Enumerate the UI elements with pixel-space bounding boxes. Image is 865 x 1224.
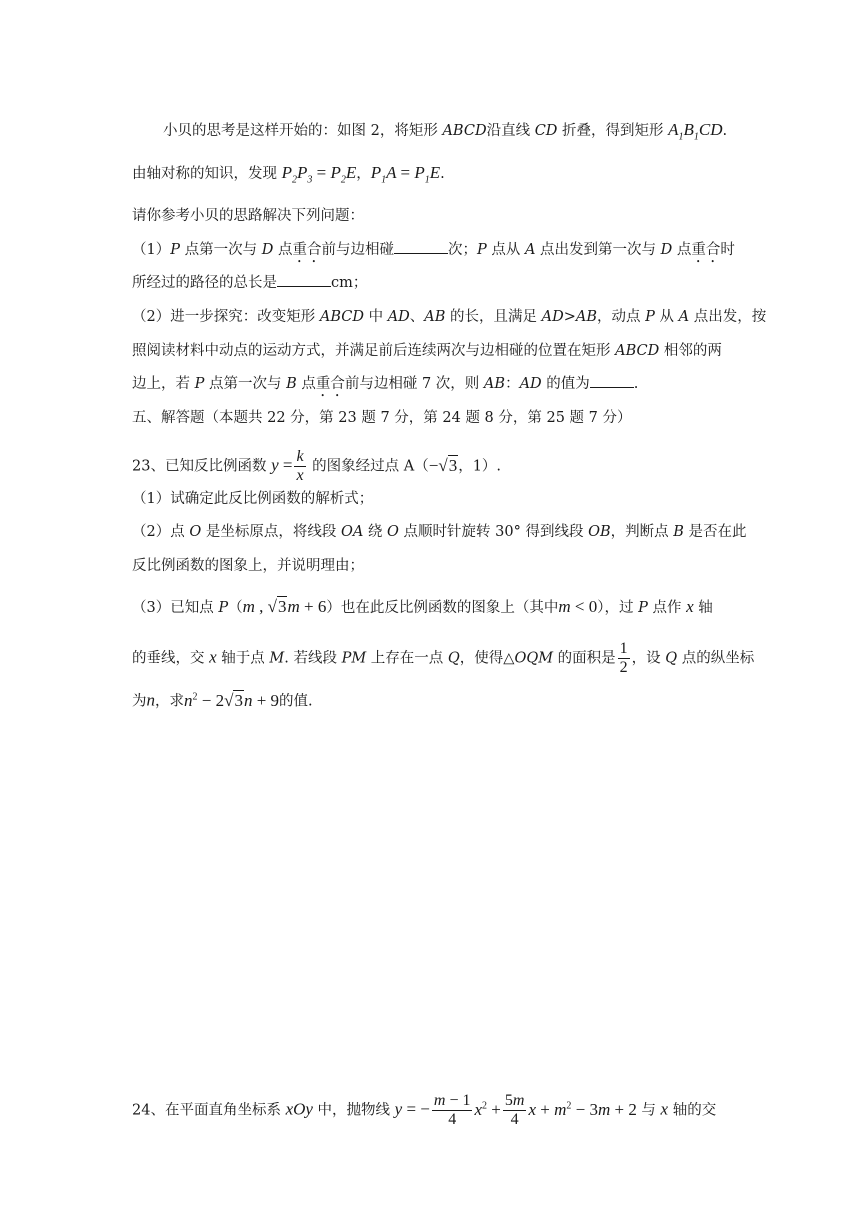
text: 边上，若 — [132, 376, 195, 392]
text: 是否在此 — [683, 524, 747, 540]
answer-blank — [394, 253, 448, 254]
text: B — [286, 376, 297, 392]
text: O — [387, 524, 399, 540]
text: 轴于点 — [216, 650, 270, 667]
fraction-5m-over-4: $\frac{5m}{4}$ — [504, 1092, 525, 1128]
text: （2）点 — [132, 524, 190, 540]
text: AB — [424, 309, 446, 325]
text: 点顺时针旋转 30° 得到线段 — [398, 524, 589, 540]
text: ， — [356, 166, 371, 182]
text: ABCD — [442, 123, 487, 139]
section-heading: 五、解答题（本题共 22 分，第 23 题 7 分，第 24 题 8 分，第 25 题 7 分） — [132, 410, 632, 426]
text: . — [440, 166, 445, 182]
text: ，求 — [155, 693, 184, 710]
question-23-part-1: （1）试确定此反比例函数的解析式； — [132, 491, 374, 507]
text: 从 — [654, 309, 679, 325]
math-m-lt-0: m < 0 — [558, 597, 598, 616]
question-23-part-3-line-2 — [132, 640, 754, 677]
math-parabola-rhs: $x + m^2 - 3m + 2$ — [528, 1099, 637, 1119]
text: 轴的交 — [668, 1102, 717, 1119]
text: 点 — [296, 376, 316, 392]
question-23 — [132, 448, 501, 485]
text: OB — [588, 524, 611, 540]
answer-blank — [277, 286, 331, 287]
math-p2p3: $P_2P_3 = P_2E$ — [281, 163, 357, 186]
text: Q — [447, 650, 460, 667]
text: cm； — [331, 275, 368, 291]
text: P — [170, 242, 180, 258]
text: 相邻的两 — [659, 343, 722, 359]
text: 折叠，得到矩形 — [557, 123, 669, 139]
text: 点 — [273, 242, 293, 258]
text: . — [633, 376, 639, 392]
text: 与 — [636, 1102, 661, 1119]
text: OQM — [514, 650, 554, 667]
text: 点 — [672, 242, 692, 258]
text: D — [261, 242, 274, 258]
text: 沿直线 — [486, 123, 535, 139]
math-neg-sqrt3: −√3 — [428, 455, 458, 475]
text: 24、在平面直角坐标系 — [132, 1102, 286, 1119]
text: ，1）. — [458, 458, 502, 475]
math-xoy: xOy — [285, 1099, 313, 1119]
fraction-k-over-x: $\frac{k}{x}$ — [296, 448, 304, 484]
text: 的长，且满足 — [445, 309, 542, 325]
text: 点出发，按 — [689, 309, 767, 325]
text: B — [673, 524, 684, 540]
text: ），过 — [597, 600, 639, 616]
text: PM — [341, 650, 367, 667]
math-x: x — [686, 597, 694, 616]
text: 前与边相碰 — [321, 242, 394, 258]
emphasis-text: 重合 — [315, 376, 345, 392]
text: 绕 — [363, 524, 388, 540]
paragraph-line-2 — [132, 163, 445, 190]
math-y-eq-k-over-x: y = — [271, 455, 293, 475]
question-2-line-2 — [132, 341, 722, 361]
text: P — [218, 600, 229, 616]
emphasis-text: 重合 — [691, 242, 721, 258]
text: CD — [534, 123, 558, 139]
text: 由轴对称的知识，发现 — [132, 166, 282, 182]
question-23-part-3-line-1 — [132, 597, 713, 618]
text: 点第一次与 — [204, 376, 287, 392]
text: 的垂线，交 — [132, 650, 210, 667]
text: P — [645, 309, 655, 325]
text: 所经过的路径的总长是 — [132, 275, 277, 291]
text: AD — [519, 376, 542, 392]
math-x2: $x^2$ + — [474, 1099, 501, 1119]
text: AD>AB — [541, 309, 598, 325]
math-p1a: $P_1A = P_1E$ — [370, 163, 441, 186]
question-23-part-2-line-1 — [132, 522, 746, 542]
text: 点出发到第一次与 — [535, 242, 661, 258]
text: 前与边相碰 7 次，则 — [344, 376, 484, 392]
math-parabola-lhs: y = − — [394, 1099, 430, 1119]
question-23-part-3-line-3 — [132, 687, 313, 712]
text: P — [476, 242, 487, 258]
text: 的值. — [279, 693, 313, 710]
text: （ — [228, 600, 243, 616]
paragraph-line-3: 请你参考小贝的思路解决下列问题： — [132, 208, 364, 224]
math-x: x — [660, 1099, 669, 1119]
text: ，动点 — [597, 309, 646, 325]
text: M — [269, 650, 285, 667]
paragraph-line-1 — [163, 120, 727, 147]
text: ABCD — [319, 309, 364, 325]
text: ，设 — [631, 650, 666, 667]
text: 次； — [447, 242, 477, 258]
emphasis-text: 重合 — [292, 242, 322, 258]
math-n: n — [146, 690, 155, 710]
text: 点从 — [486, 242, 525, 258]
text: . 若线段 — [284, 650, 342, 667]
text: A — [524, 242, 536, 258]
text: ）也在此反比例函数的图象上（其中 — [326, 600, 559, 616]
text: 的面积是 — [553, 650, 616, 667]
text: OA — [340, 524, 364, 540]
text: . — [722, 123, 728, 139]
text: 时 — [720, 242, 735, 258]
text: 中 — [363, 309, 388, 325]
answer-blank — [590, 387, 634, 388]
text: 、 — [409, 309, 425, 325]
text: 照阅读材料中动点的运动方式，并满足前后连续两次与边相碰的位置在矩形 — [132, 343, 616, 359]
text: Q — [665, 650, 678, 667]
question-1-line-2 — [132, 273, 367, 293]
fraction-one-half: $\frac{1}{2}$ — [619, 640, 628, 676]
question-2-line-3 — [132, 374, 638, 400]
text: 的值为 — [541, 376, 590, 392]
text: AD — [387, 309, 410, 325]
text: 小贝的思考是这样开始的：如图 2，将矩形 — [163, 123, 443, 139]
text: AB — [483, 376, 506, 392]
fraction-m-minus-1-over-4: $\frac{m - 1}{4}$ — [433, 1092, 471, 1128]
text: A — [678, 309, 690, 325]
math-point-p-coords: m , √3m + 6 — [242, 597, 327, 616]
text: P — [638, 600, 648, 616]
text: （1） — [132, 242, 171, 258]
text: 点作 — [647, 600, 687, 616]
text: ： — [505, 376, 520, 392]
math-expression-n: $n^2 - 2√3n + 9$ — [184, 690, 280, 710]
question-2-line-1 — [132, 307, 766, 327]
text: 23、已知反比例函数 — [132, 458, 272, 475]
question-1-line-1 — [132, 240, 735, 266]
text: ，使得△ — [459, 650, 515, 667]
text: 点第一次与 — [180, 242, 262, 258]
text: ABCD — [615, 343, 660, 359]
question-23-part-2-line-2: 反比例函数的图象上，并说明理由； — [132, 558, 364, 574]
text: D — [660, 242, 673, 258]
text: 是坐标原点，将线段 — [201, 524, 341, 540]
text: 轴 — [693, 600, 713, 616]
text: ，判断点 — [610, 524, 674, 540]
text: （2）进一步探究：改变矩形 — [132, 309, 320, 325]
text: P — [194, 376, 205, 392]
text: 为 — [132, 693, 147, 710]
question-24 — [132, 1092, 716, 1129]
text: （3）已知点 — [132, 600, 219, 616]
text: 上存在一点 — [366, 650, 448, 667]
math-a1b1cd: $A_1B_1CD$ — [668, 120, 723, 143]
text: 的图象经过点 A（ — [307, 458, 429, 475]
text: O — [189, 524, 202, 540]
text: 中，抛物线 — [312, 1102, 395, 1119]
math-x: x — [209, 647, 217, 667]
text: 点的纵坐标 — [677, 650, 755, 667]
